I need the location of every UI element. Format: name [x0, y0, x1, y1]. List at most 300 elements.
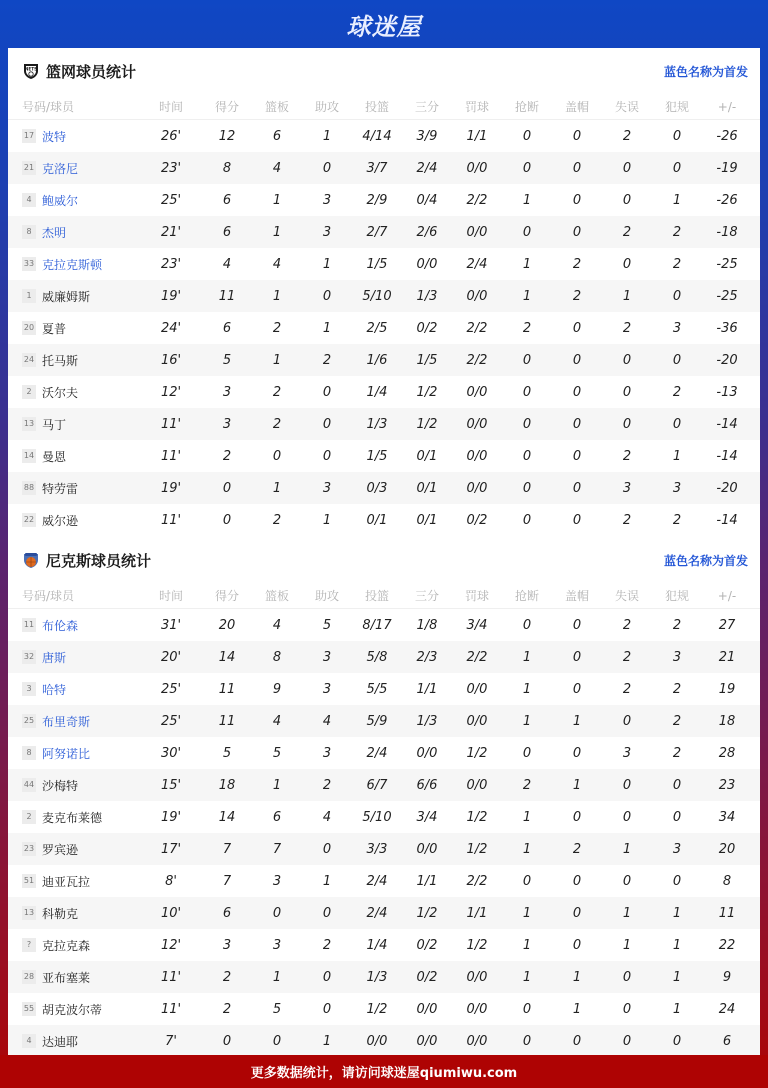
jersey-number-badge: 2: [22, 810, 36, 824]
stat-assists: 1: [322, 1033, 332, 1049]
stat-plus-minus: 24: [718, 1001, 736, 1017]
player-cell: [8, 512, 140, 529]
stat-free-throws: 3/4: [466, 617, 488, 633]
stat-points: 0: [222, 480, 232, 496]
stat-rebounds: 1: [272, 224, 282, 240]
column-header: 抢断: [514, 589, 539, 603]
table-header: [8, 583, 760, 609]
jersey-number-badge: 55: [22, 1002, 36, 1016]
stat-free-throws: 2/4: [466, 256, 488, 272]
stat-three-pointers: 0/0: [416, 1001, 438, 1017]
stat-steals: 0: [522, 1001, 532, 1017]
player-name[interactable]: 马丁: [42, 417, 67, 432]
stat-three-pointers: 0/1: [416, 448, 438, 464]
table-row[interactable]: [8, 216, 760, 248]
stat-turnovers: 2: [622, 617, 632, 633]
player-name[interactable]: 夏普: [42, 321, 67, 336]
stat-field-goals: 5/10: [362, 809, 392, 825]
player-cell: [8, 480, 140, 497]
player-name[interactable]: 麦克布莱德: [42, 810, 103, 825]
stat-minutes: 11': [160, 416, 182, 432]
table-row[interactable]: [8, 120, 760, 152]
jersey-number-badge: 17: [22, 129, 36, 143]
player-name[interactable]: 沃尔夫: [42, 385, 79, 400]
stat-plus-minus: -26: [716, 192, 738, 208]
stat-turnovers: 0: [622, 256, 632, 272]
stat-points: 6: [222, 224, 232, 240]
player-cell: [8, 288, 140, 305]
stat-steals: 0: [522, 128, 532, 144]
stat-steals: 0: [522, 745, 532, 761]
stat-three-pointers: 3/4: [416, 809, 438, 825]
stat-turnovers: 2: [622, 681, 632, 697]
table-row[interactable]: [8, 1025, 760, 1057]
player-name[interactable]: 布伦森: [42, 618, 79, 633]
stat-field-goals: 2/5: [366, 320, 388, 336]
table-row[interactable]: [8, 280, 760, 312]
stat-plus-minus: -26: [716, 128, 738, 144]
table-row[interactable]: [8, 769, 760, 801]
stat-assists: 3: [322, 649, 332, 665]
stat-fouls: 0: [672, 873, 682, 889]
stat-minutes: 17': [160, 841, 182, 857]
stat-three-pointers: 1/5: [416, 352, 438, 368]
knicks-logo-icon: [22, 551, 40, 569]
stat-plus-minus: 27: [718, 617, 736, 633]
stat-turnovers: 2: [622, 320, 632, 336]
stat-free-throws: 2/2: [466, 192, 488, 208]
player-cell: [8, 256, 140, 273]
stat-minutes: 12': [160, 937, 182, 953]
table-row[interactable]: [8, 312, 760, 344]
stat-field-goals: 1/3: [366, 969, 388, 985]
stat-blocks: 2: [572, 841, 582, 857]
player-name[interactable]: 科勒克: [42, 906, 79, 921]
stat-fouls: 3: [672, 320, 682, 336]
player-name[interactable]: 哈特: [42, 682, 67, 697]
player-name[interactable]: 克拉克森: [42, 938, 91, 953]
stat-assists: 0: [322, 288, 332, 304]
stat-steals: 2: [522, 320, 532, 336]
jersey-number-badge: 28: [22, 970, 36, 984]
column-header: +/-: [717, 99, 737, 114]
stat-blocks: 0: [572, 937, 582, 953]
stat-field-goals: 2/7: [366, 224, 388, 240]
stat-minutes: 23': [160, 160, 182, 176]
stat-points: 6: [222, 192, 232, 208]
stat-plus-minus: 6: [722, 1033, 732, 1049]
table-row[interactable]: [8, 248, 760, 280]
player-name[interactable]: 威廉姆斯: [42, 289, 91, 304]
column-header: 得分: [214, 100, 239, 114]
player-cell: [8, 745, 140, 762]
column-header: 失误: [614, 589, 639, 603]
table-header: [8, 94, 760, 120]
stat-steals: 0: [522, 160, 532, 176]
column-header: 投篮: [364, 589, 389, 603]
site-logo: 球迷屋: [346, 12, 422, 41]
stat-fouls: 2: [672, 745, 682, 761]
stat-plus-minus: 23: [718, 777, 736, 793]
stat-rebounds: 5: [272, 745, 282, 761]
player-name[interactable]: 鲍威尔: [42, 193, 79, 208]
player-cell: [8, 617, 140, 634]
stat-three-pointers: 1/1: [416, 681, 438, 697]
stat-free-throws: 2/2: [466, 320, 488, 336]
stat-turnovers: 0: [622, 969, 632, 985]
stat-fouls: 2: [672, 617, 682, 633]
stat-steals: 1: [522, 256, 532, 272]
stat-turnovers: 1: [622, 905, 632, 921]
player-cell: [8, 905, 140, 922]
stat-blocks: 0: [572, 873, 582, 889]
stat-points: 14: [218, 809, 236, 825]
player-cell: [8, 192, 140, 209]
stat-points: 8: [222, 160, 232, 176]
stat-assists: 3: [322, 192, 332, 208]
stat-minutes: 23': [160, 256, 182, 272]
stat-free-throws: 0/0: [466, 777, 488, 793]
player-cell: [8, 1001, 140, 1018]
stat-fouls: 2: [672, 384, 682, 400]
stat-points: 2: [222, 969, 232, 985]
column-header: 三分: [414, 100, 439, 114]
stat-field-goals: 5/8: [366, 649, 388, 665]
stat-plus-minus: 20: [718, 841, 736, 857]
stat-turnovers: 1: [622, 288, 632, 304]
stat-fouls: 2: [672, 681, 682, 697]
stat-three-pointers: 1/1: [416, 873, 438, 889]
player-cell: [8, 224, 140, 241]
footer-link-text[interactable]: 更多数据统计，请访问球迷屋qiumiwu.com: [250, 1066, 518, 1081]
table-row[interactable]: [8, 641, 760, 673]
table-body: [8, 609, 760, 1057]
stat-three-pointers: 2/6: [416, 224, 438, 240]
player-name[interactable]: 达迪耶: [42, 1034, 79, 1049]
table-row[interactable]: [8, 929, 760, 961]
table-row[interactable]: [8, 184, 760, 216]
stat-points: 7: [222, 873, 232, 889]
table-row[interactable]: [8, 705, 760, 737]
stat-free-throws: 0/0: [466, 384, 488, 400]
player-cell: [8, 128, 140, 145]
stat-free-throws: 1/2: [466, 841, 488, 857]
table-row[interactable]: [8, 376, 760, 408]
stat-assists: 0: [322, 448, 332, 464]
player-name[interactable]: 克拉克斯顿: [42, 257, 103, 272]
stat-field-goals: 2/9: [366, 192, 388, 208]
player-name[interactable]: 亚布塞莱: [42, 970, 91, 985]
section-title-group: [22, 550, 151, 571]
stat-minutes: 11': [160, 512, 182, 528]
jersey-number-badge: 25: [22, 714, 36, 728]
stat-fouls: 1: [672, 905, 682, 921]
stat-steals: 1: [522, 809, 532, 825]
stat-assists: 1: [322, 256, 332, 272]
stat-rebounds: 5: [272, 1001, 282, 1017]
stat-blocks: 0: [572, 160, 582, 176]
stat-rebounds: 4: [272, 713, 282, 729]
stat-minutes: 25': [160, 192, 182, 208]
stat-assists: 2: [322, 937, 332, 953]
stat-field-goals: 2/4: [366, 905, 388, 921]
stat-rebounds: 4: [272, 617, 282, 633]
table-row[interactable]: [8, 673, 760, 705]
stat-fouls: 3: [672, 480, 682, 496]
stat-rebounds: 4: [272, 256, 282, 272]
player-name[interactable]: 克洛尼: [42, 161, 79, 176]
player-cell: [8, 384, 140, 401]
stat-steals: 0: [522, 224, 532, 240]
stat-free-throws: 2/2: [466, 352, 488, 368]
player-name[interactable]: 托马斯: [42, 353, 79, 368]
column-header: 号码/球员: [22, 100, 75, 114]
stat-assists: 0: [322, 969, 332, 985]
stat-assists: 1: [322, 320, 332, 336]
stat-three-pointers: 0/0: [416, 1033, 438, 1049]
stat-free-throws: 0/0: [466, 416, 488, 432]
column-header: 篮板: [264, 100, 289, 114]
jersey-number-badge: ?: [22, 938, 36, 952]
stat-minutes: 8': [165, 873, 177, 889]
table-row[interactable]: [8, 504, 760, 536]
player-name[interactable]: 唐斯: [42, 650, 67, 665]
section-header: [8, 48, 760, 94]
stat-points: 4: [222, 256, 232, 272]
stat-field-goals: 1/4: [366, 937, 388, 953]
player-name[interactable]: 迪亚瓦拉: [42, 874, 91, 889]
stat-three-pointers: 1/2: [416, 384, 438, 400]
stat-blocks: 0: [572, 649, 582, 665]
stat-steals: 1: [522, 649, 532, 665]
stat-blocks: 0: [572, 681, 582, 697]
column-header: 罚球: [464, 589, 489, 603]
table-row[interactable]: [8, 865, 760, 897]
stats-card: [8, 48, 760, 1055]
stat-fouls: 1: [672, 969, 682, 985]
stat-minutes: 19': [160, 480, 182, 496]
stat-blocks: 2: [572, 288, 582, 304]
player-cell: [8, 352, 140, 369]
stat-three-pointers: 0/4: [416, 192, 438, 208]
player-name[interactable]: 曼恩: [42, 449, 67, 464]
stat-fouls: 3: [672, 649, 682, 665]
table-row[interactable]: [8, 440, 760, 472]
player-name[interactable]: 阿努诺比: [42, 746, 91, 761]
stat-points: 11: [218, 288, 236, 304]
stat-points: 5: [222, 352, 232, 368]
stat-fouls: 1: [672, 937, 682, 953]
stat-assists: 0: [322, 1001, 332, 1017]
stat-points: 0: [222, 1033, 232, 1049]
starter-legend: 蓝色名称为首发: [663, 553, 748, 568]
table-row[interactable]: [8, 897, 760, 929]
player-name[interactable]: 波特: [42, 129, 67, 144]
column-header: 犯规: [664, 100, 689, 114]
stat-free-throws: 0/0: [466, 288, 488, 304]
stat-rebounds: 1: [272, 352, 282, 368]
player-cell: [8, 841, 140, 858]
stat-plus-minus: -20: [716, 480, 738, 496]
stat-field-goals: 1/4: [366, 384, 388, 400]
stat-free-throws: 1/2: [466, 809, 488, 825]
stat-rebounds: 2: [272, 416, 282, 432]
stat-rebounds: 7: [272, 841, 282, 857]
stat-rebounds: 2: [272, 320, 282, 336]
stat-turnovers: 2: [622, 448, 632, 464]
jersey-number-badge: 1: [22, 289, 36, 303]
stat-points: 7: [222, 841, 232, 857]
stat-three-pointers: 0/0: [416, 256, 438, 272]
stat-steals: 1: [522, 288, 532, 304]
stat-three-pointers: 0/2: [416, 937, 438, 953]
stat-steals: 0: [522, 873, 532, 889]
table-row[interactable]: [8, 344, 760, 376]
stat-minutes: 11': [160, 969, 182, 985]
stat-free-throws: 0/0: [466, 681, 488, 697]
stat-steals: 0: [522, 352, 532, 368]
table-row[interactable]: [8, 993, 760, 1025]
player-name[interactable]: 威尔逊: [42, 513, 79, 528]
jersey-number-badge: 2: [22, 385, 36, 399]
stat-blocks: 0: [572, 480, 582, 496]
stat-blocks: 0: [572, 905, 582, 921]
column-header: 时间: [158, 100, 183, 114]
player-cell: [8, 777, 140, 794]
stat-plus-minus: -25: [716, 256, 738, 272]
stat-steals: 1: [522, 905, 532, 921]
stat-free-throws: 0/0: [466, 160, 488, 176]
table-row[interactable]: [8, 408, 760, 440]
stat-three-pointers: 0/0: [416, 841, 438, 857]
stat-fouls: 2: [672, 713, 682, 729]
jersey-number-badge: 13: [22, 417, 36, 431]
table-row[interactable]: [8, 801, 760, 833]
jersey-number-badge: 21: [22, 161, 36, 175]
column-header: 篮板: [264, 589, 289, 603]
footer-banner[interactable]: [0, 1055, 768, 1088]
stat-rebounds: 2: [272, 512, 282, 528]
stat-three-pointers: 1/2: [416, 905, 438, 921]
player-cell: [8, 320, 140, 337]
stat-rebounds: 3: [272, 937, 282, 953]
stat-turnovers: 0: [622, 416, 632, 432]
stat-assists: 3: [322, 745, 332, 761]
player-name[interactable]: 特劳雷: [42, 481, 79, 496]
column-header: 助攻: [314, 589, 339, 603]
stat-three-pointers: 3/9: [416, 128, 438, 144]
stat-plus-minus: 9: [722, 969, 732, 985]
jersey-number-badge: 88: [22, 481, 36, 495]
stat-turnovers: 0: [622, 192, 632, 208]
stat-fouls: 0: [672, 1033, 682, 1049]
stat-points: 11: [218, 713, 236, 729]
table-row[interactable]: [8, 961, 760, 993]
stat-points: 5: [222, 745, 232, 761]
stat-plus-minus: -18: [716, 224, 738, 240]
stat-assists: 3: [322, 224, 332, 240]
stat-rebounds: 1: [272, 969, 282, 985]
stat-turnovers: 1: [622, 841, 632, 857]
stat-plus-minus: -25: [716, 288, 738, 304]
stat-minutes: 19': [160, 288, 182, 304]
table-row[interactable]: [8, 833, 760, 865]
player-cell: [8, 416, 140, 433]
stat-points: 2: [222, 1001, 232, 1017]
stat-three-pointers: 2/4: [416, 160, 438, 176]
table-row[interactable]: [8, 152, 760, 184]
section-title: 篮网球员统计: [46, 62, 137, 81]
stat-steals: 0: [522, 1033, 532, 1049]
stat-field-goals: 0/3: [366, 480, 388, 496]
jersey-number-badge: 23: [22, 842, 36, 856]
stat-three-pointers: 0/0: [416, 745, 438, 761]
stat-assists: 0: [322, 841, 332, 857]
stat-field-goals: 5/9: [366, 713, 388, 729]
stat-rebounds: 1: [272, 480, 282, 496]
stat-assists: 0: [322, 416, 332, 432]
stat-steals: 0: [522, 384, 532, 400]
player-cell: [8, 969, 140, 986]
column-header: 盖帽: [564, 589, 589, 603]
table-row[interactable]: [8, 609, 760, 641]
section-title: 尼克斯球员统计: [46, 551, 152, 570]
stat-assists: 0: [322, 160, 332, 176]
player-name[interactable]: 杰明: [42, 225, 67, 240]
player-cell: [8, 448, 140, 465]
stat-assists: 1: [322, 873, 332, 889]
jersey-number-badge: 8: [22, 225, 36, 239]
player-name[interactable]: 沙梅特: [42, 778, 79, 793]
stat-rebounds: 3: [272, 873, 282, 889]
stat-turnovers: 1: [622, 937, 632, 953]
stat-minutes: 26': [160, 128, 182, 144]
stat-field-goals: 2/4: [366, 745, 388, 761]
player-name[interactable]: 胡克波尔蒂: [42, 1002, 103, 1017]
stat-steals: 1: [522, 841, 532, 857]
stat-blocks: 0: [572, 448, 582, 464]
stat-plus-minus: 11: [718, 905, 736, 921]
stat-points: 11: [218, 681, 236, 697]
stat-turnovers: 0: [622, 160, 632, 176]
table-row[interactable]: [8, 737, 760, 769]
stat-three-pointers: 1/8: [416, 617, 438, 633]
player-cell: [8, 937, 140, 954]
stat-minutes: 20': [160, 649, 182, 665]
stat-plus-minus: 22: [718, 937, 736, 953]
stat-plus-minus: -13: [716, 384, 738, 400]
stat-free-throws: 1/2: [466, 745, 488, 761]
stat-turnovers: 0: [622, 352, 632, 368]
stat-rebounds: 8: [272, 649, 282, 665]
stat-blocks: 1: [572, 969, 582, 985]
jersey-number-badge: 33: [22, 257, 36, 271]
table-row[interactable]: [8, 472, 760, 504]
player-name[interactable]: 罗宾逊: [42, 842, 79, 857]
stat-blocks: 0: [572, 384, 582, 400]
stat-points: 3: [222, 384, 232, 400]
stat-field-goals: 2/4: [366, 873, 388, 889]
stat-points: 2: [222, 448, 232, 464]
stat-blocks: 0: [572, 512, 582, 528]
section-title-group: [22, 61, 136, 82]
stat-blocks: 0: [572, 224, 582, 240]
stat-rebounds: 0: [272, 905, 282, 921]
stat-rebounds: 9: [272, 681, 282, 697]
stat-fouls: 0: [672, 777, 682, 793]
player-name[interactable]: 布里奇斯: [42, 714, 91, 729]
stat-free-throws: 1/1: [466, 128, 488, 144]
